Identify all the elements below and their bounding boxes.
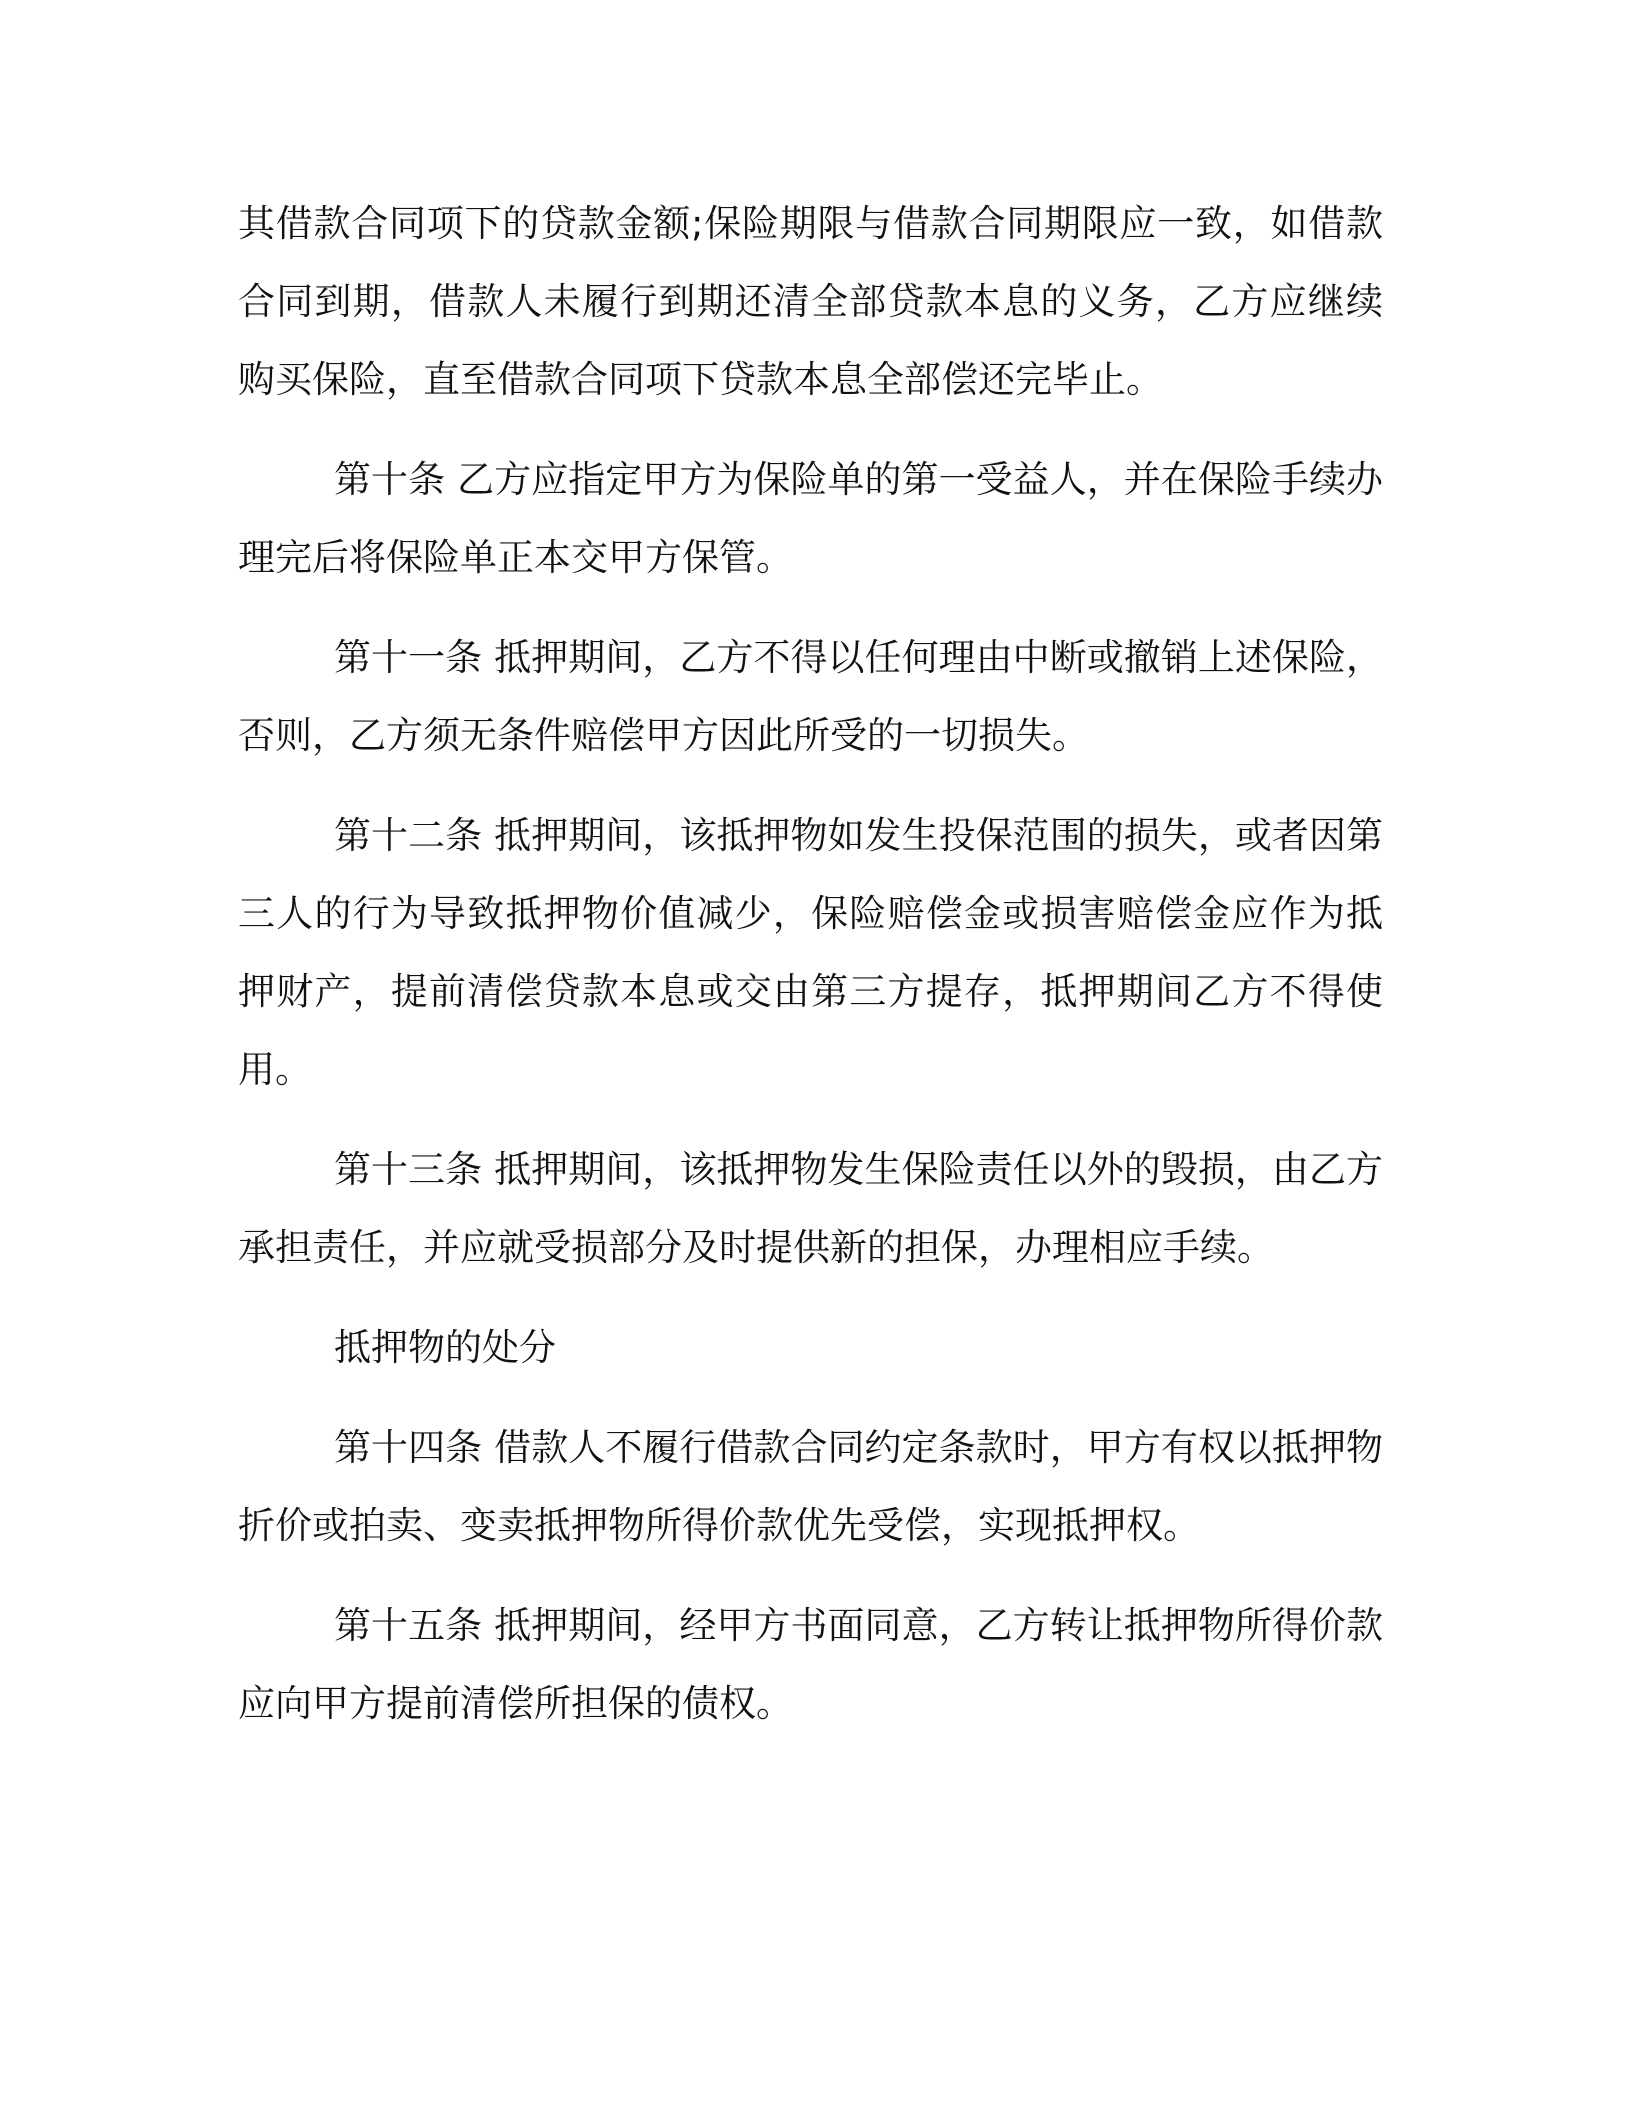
paragraph-article-15 bbox=[238, 1587, 1383, 1743]
paragraph-article-13 bbox=[238, 1131, 1383, 1287]
paragraph-text: 抵押期间，乙方不得以任何理由中断或撤销上述保险，否则，乙方须无条件赔偿甲方因此所受的一切损失。 bbox=[238, 636, 1384, 757]
article-number: 第十二条 bbox=[334, 814, 483, 857]
document-body bbox=[238, 185, 1383, 1765]
paragraph-article-12 bbox=[238, 797, 1383, 1109]
paragraph-text: 其借款合同项下的贷款金额;保险期限与借款合同期限应一致，如借款合同到期，借款人未履行到期还清全部贷款本息的义务，乙方应继续购买保险，直至借款合同项下贷款本息全部偿还完毕止。 bbox=[238, 202, 1383, 401]
paragraph-text: 借款人不履行借款合同约定条款时，甲方有权以抵押物折价或拍卖、变卖抵押物所得价款优先受偿，实现抵押权。 bbox=[238, 1426, 1384, 1547]
paragraph-article-14 bbox=[238, 1409, 1383, 1565]
paragraph-continuation bbox=[238, 185, 1383, 419]
article-number: 第十五条 bbox=[334, 1604, 483, 1647]
paragraph-text: 乙方应指定甲方为保险单的第一受益人，并在保险手续办理完后将保险单正本交甲方保管。 bbox=[238, 458, 1384, 579]
section-heading-text: 抵押物的处分 bbox=[334, 1326, 556, 1369]
paragraph-text: 抵押期间，该抵押物如发生投保范围的损失，或者因第三人的行为导致抵押物价值减少，保险赔偿金或损害赔偿金应作为抵押财产，提前清偿贷款本息或交由第三方提存，抵押期间乙方不得使用。 bbox=[238, 814, 1384, 1091]
article-number: 第十条 bbox=[334, 458, 446, 501]
paragraph-article-11 bbox=[238, 619, 1383, 775]
article-number: 第十三条 bbox=[334, 1148, 483, 1191]
paragraph-article-10 bbox=[238, 441, 1383, 597]
section-heading bbox=[238, 1309, 1383, 1387]
article-number: 第十一条 bbox=[334, 636, 483, 679]
paragraph-text: 抵押期间，经甲方书面同意，乙方转让抵押物所得价款应向甲方提前清偿所担保的债权。 bbox=[238, 1604, 1384, 1725]
article-number: 第十四条 bbox=[334, 1426, 483, 1469]
paragraph-text: 抵押期间，该抵押物发生保险责任以外的毁损，由乙方承担责任，并应就受损部分及时提供新的担保，办理相应手续。 bbox=[238, 1148, 1384, 1269]
